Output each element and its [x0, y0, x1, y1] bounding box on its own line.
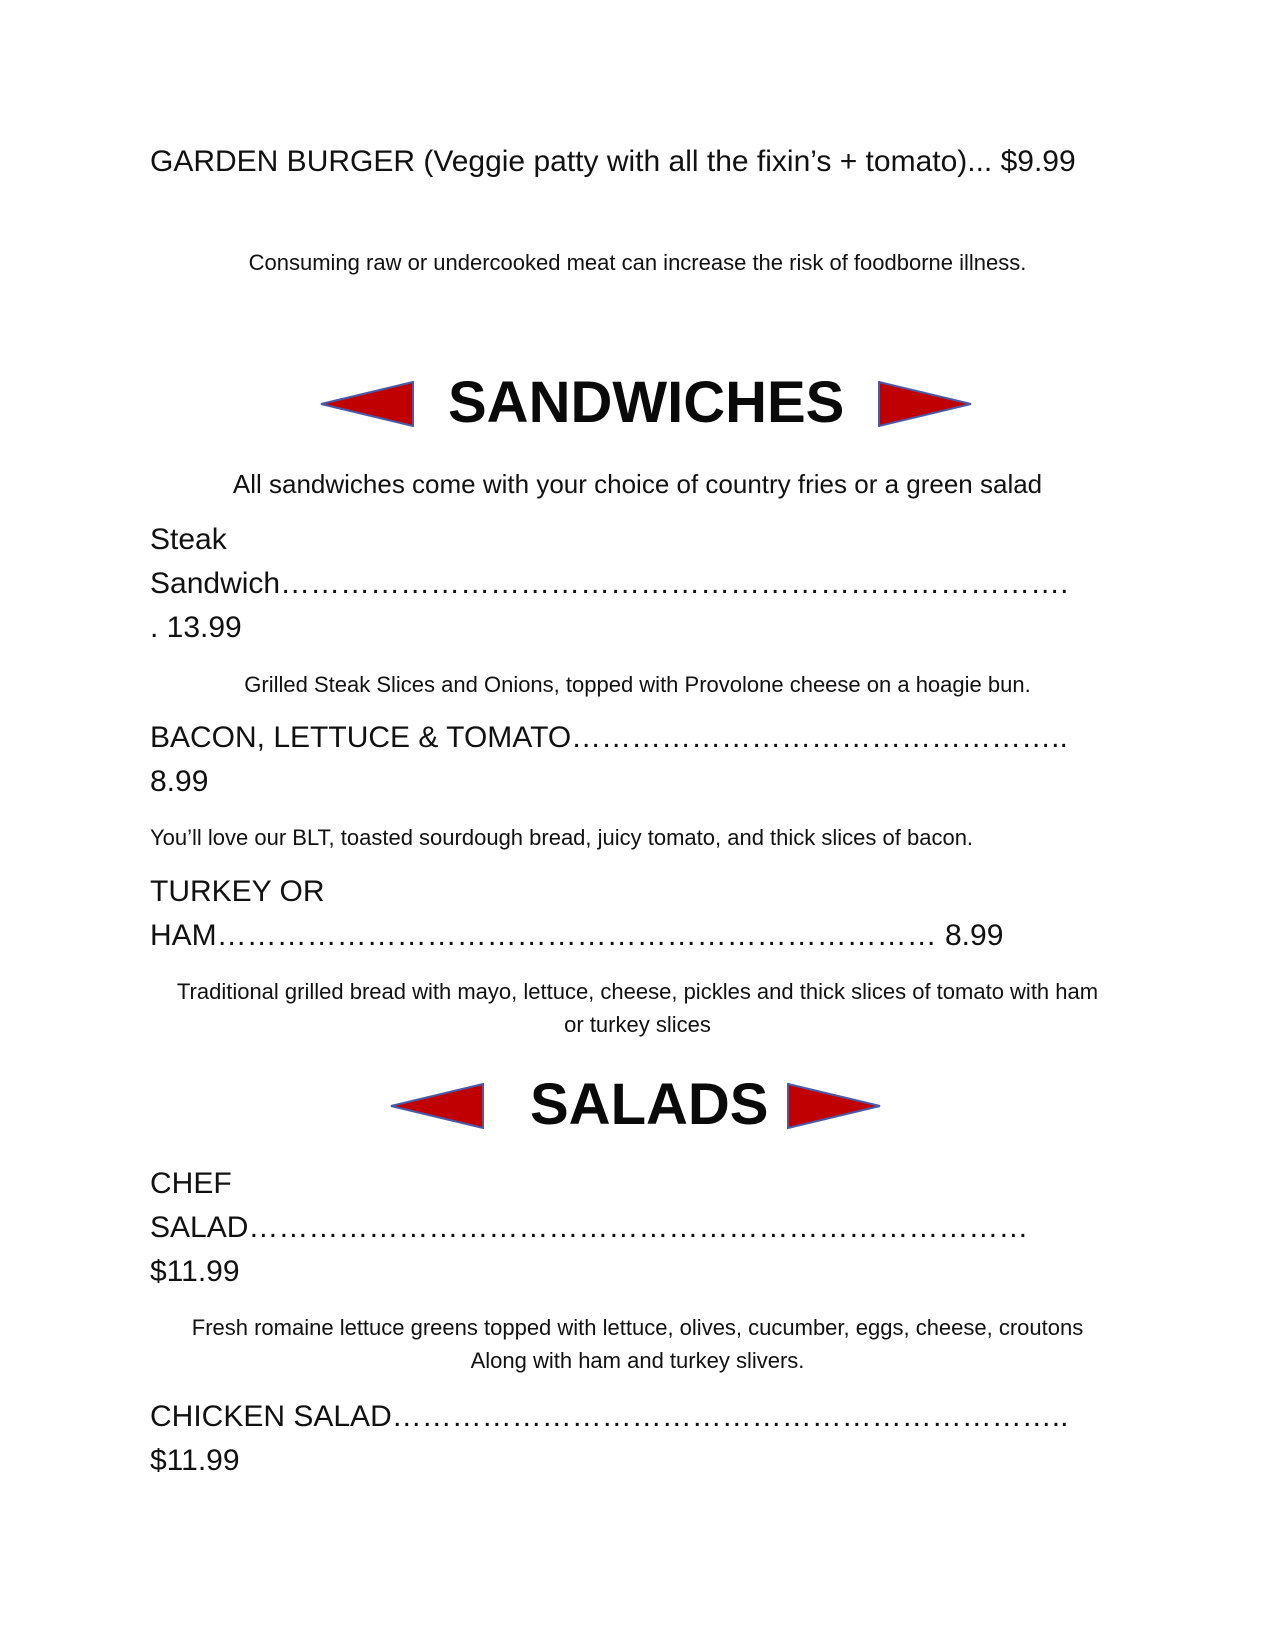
left-triangle-arrow-icon	[320, 381, 414, 427]
turkey-ham-description-line1: Traditional grilled bread with mayo, lettuce, cheese, pickles and thick slices of tomato with ham	[176, 979, 1099, 1004]
right-triangle-arrow-icon	[787, 1083, 881, 1129]
turkey-ham-name-line2: HAM……………………………………………………………… 8.99	[150, 919, 1004, 952]
chicken-salad-price: $11.99	[150, 1444, 240, 1477]
chef-salad-name-line1: CHEF	[150, 1167, 232, 1200]
turkey-ham-description-line2: or turkey slices	[564, 1012, 711, 1037]
chef-salad-description-line2: Along with ham and turkey slivers.	[470, 1348, 805, 1373]
steak-sandwich-name-line2: Sandwich…………………………………………………………………….	[150, 567, 1069, 600]
steak-sandwich-price: . 13.99	[150, 611, 242, 644]
blt-description: You’ll love our BLT, toasted sourdough bread, juicy tomato, and thick slices of bacon.	[150, 825, 974, 850]
blt-name: BACON, LETTUCE & TOMATO…………………………………………..	[150, 721, 1068, 754]
left-triangle-arrow-icon	[390, 1083, 484, 1129]
steak-sandwich-description: Grilled Steak Slices and Onions, topped with Provolone cheese on a hoagie bun.	[244, 672, 1031, 697]
chef-salad-name-line2: SALAD……………………………………………………………………	[150, 1211, 1029, 1244]
turkey-ham-name-line1: TURKEY OR	[150, 875, 325, 908]
sandwiches-heading: SANDWICHES	[448, 370, 845, 435]
foodborne-warning: Consuming raw or undercooked meat can increase the risk of foodborne illness.	[248, 250, 1027, 275]
chicken-salad-name: CHICKEN SALAD…………………………………………………………..	[150, 1400, 1069, 1433]
salads-heading: SALADS	[530, 1072, 769, 1137]
garden-burger-item: GARDEN BURGER (Veggie patty with all the fixin’s + tomato)... $9.99	[150, 145, 1076, 178]
right-triangle-arrow-icon	[878, 381, 972, 427]
sandwiches-subtitle: All sandwiches come with your choice of country fries or a green salad	[232, 469, 1043, 499]
chef-salad-description-line1: Fresh romaine lettuce greens topped with lettuce, olives, cucumber, eggs, cheese, croutons	[191, 1315, 1084, 1340]
chef-salad-price: $11.99	[150, 1255, 240, 1288]
blt-price: 8.99	[150, 765, 209, 798]
steak-sandwich-name-line1: Steak	[150, 523, 227, 556]
